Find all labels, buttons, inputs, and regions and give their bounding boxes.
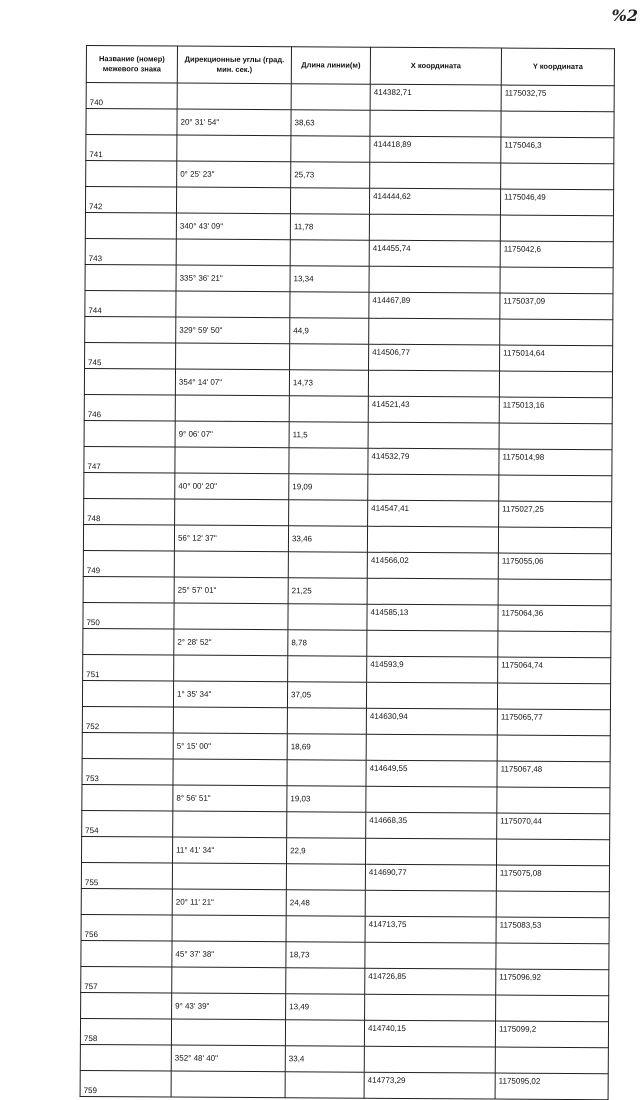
line-length-cell: 19,09 bbox=[289, 474, 368, 500]
x-coordinate-cell: 414547,41 bbox=[368, 500, 499, 527]
table-row bbox=[85, 264, 613, 293]
bearing-cell: 56° 12' 37" bbox=[174, 525, 288, 552]
line-length-cell: 14,73 bbox=[289, 370, 368, 396]
line-length-cell: 13,49 bbox=[286, 994, 365, 1020]
x-coordinate-cell bbox=[369, 266, 500, 293]
table-row bbox=[85, 342, 613, 371]
point-name-cell bbox=[84, 472, 175, 499]
table-row bbox=[86, 109, 614, 138]
line-length-cell bbox=[288, 604, 367, 630]
x-coordinate-cell: 414506,77 bbox=[369, 344, 500, 371]
x-coordinate-cell bbox=[369, 318, 500, 345]
bearing-cell bbox=[172, 915, 286, 942]
x-coordinate-cell: 414630,94 bbox=[366, 708, 497, 735]
y-coordinate-cell: 1175037,09 bbox=[500, 293, 613, 320]
line-length-cell bbox=[285, 1072, 364, 1098]
table-row bbox=[84, 420, 612, 449]
y-coordinate-cell: 1175067,48 bbox=[497, 761, 610, 788]
bearing-cell: 340° 43' 09" bbox=[176, 213, 290, 240]
table-row bbox=[82, 836, 610, 865]
line-length-cell: 18,73 bbox=[286, 942, 365, 968]
table-row bbox=[83, 628, 611, 657]
table-row bbox=[84, 368, 612, 397]
x-coordinate-cell bbox=[367, 526, 498, 553]
x-coordinate-cell bbox=[364, 1046, 495, 1073]
x-coordinate-cell bbox=[370, 162, 501, 189]
point-name-cell bbox=[82, 836, 173, 863]
y-coordinate-cell: 1175027,25 bbox=[499, 501, 612, 528]
y-coordinate-cell: 1175046,3 bbox=[501, 137, 614, 164]
x-coordinate-cell bbox=[368, 370, 499, 397]
table-row bbox=[81, 992, 609, 1021]
line-length-cell: 8,78 bbox=[288, 630, 367, 656]
point-name-cell: 742 bbox=[85, 187, 176, 214]
line-length-cell bbox=[291, 136, 370, 162]
y-coordinate-cell: 1175095,02 bbox=[495, 1073, 608, 1100]
line-length-cell bbox=[291, 84, 370, 110]
point-name-cell bbox=[85, 316, 176, 343]
point-name-cell bbox=[84, 420, 175, 447]
y-coordinate-cell: 1175055,06 bbox=[498, 553, 611, 580]
x-coordinate-cell: 414726,85 bbox=[365, 968, 496, 995]
point-name-cell: 756 bbox=[81, 914, 172, 941]
point-name-cell bbox=[81, 940, 172, 967]
bearing-cell bbox=[176, 187, 290, 214]
table-row bbox=[83, 602, 611, 631]
y-coordinate-cell: 1175083,53 bbox=[496, 917, 609, 944]
bearing-cell bbox=[175, 395, 289, 422]
point-name-cell bbox=[85, 212, 176, 239]
point-name-cell bbox=[85, 264, 176, 291]
x-coordinate-cell bbox=[370, 110, 501, 137]
bearing-cell bbox=[173, 759, 287, 786]
x-coordinate-cell bbox=[366, 682, 497, 709]
point-name-cell: 754 bbox=[82, 810, 173, 837]
y-coordinate-cell bbox=[495, 1047, 608, 1074]
y-coordinate-cell bbox=[497, 787, 610, 814]
point-name-cell: 749 bbox=[83, 550, 174, 577]
x-coordinate-cell bbox=[365, 994, 496, 1021]
line-length-cell: 11,5 bbox=[289, 422, 368, 448]
x-coordinate-cell: 414668,35 bbox=[366, 812, 497, 839]
point-name-cell: 758 bbox=[80, 1018, 171, 1045]
bearing-cell bbox=[177, 83, 291, 110]
bearing-cell bbox=[174, 655, 288, 682]
table-row bbox=[80, 1070, 608, 1099]
x-coordinate-cell bbox=[366, 786, 497, 813]
point-name-cell: 741 bbox=[86, 135, 177, 162]
table-row bbox=[83, 524, 611, 553]
bearing-cell bbox=[172, 863, 286, 890]
line-length-cell: 25,73 bbox=[291, 162, 370, 188]
bearing-cell: 352° 48' 40" bbox=[171, 1045, 285, 1072]
bearing-cell bbox=[176, 343, 290, 370]
x-coordinate-cell: 414585,13 bbox=[367, 604, 498, 631]
table-row bbox=[80, 1044, 608, 1073]
table-row bbox=[85, 316, 613, 345]
y-coordinate-cell bbox=[500, 215, 613, 242]
y-coordinate-cell: 1175032,75 bbox=[501, 85, 614, 112]
x-coordinate-cell: 414382,71 bbox=[370, 84, 501, 111]
line-length-cell: 13,34 bbox=[290, 266, 369, 292]
x-coordinate-cell: 414521,43 bbox=[368, 396, 499, 423]
table-row bbox=[81, 940, 609, 969]
table-row bbox=[85, 238, 613, 267]
line-length-cell: 11,78 bbox=[290, 214, 369, 240]
y-coordinate-cell: 1175065,77 bbox=[497, 709, 610, 736]
line-length-cell bbox=[288, 656, 367, 682]
y-coordinate-cell bbox=[501, 163, 614, 190]
table-row bbox=[83, 654, 611, 683]
x-coordinate-cell: 414455,74 bbox=[369, 240, 500, 267]
bearing-cell bbox=[173, 707, 287, 734]
x-coordinate-cell bbox=[367, 630, 498, 657]
y-coordinate-cell: 1175014,98 bbox=[499, 449, 612, 476]
x-coordinate-cell: 414444,62 bbox=[369, 188, 500, 215]
line-length-cell bbox=[289, 396, 368, 422]
table-row bbox=[81, 914, 609, 943]
line-length-cell bbox=[287, 760, 366, 786]
point-name-cell: 757 bbox=[81, 966, 172, 993]
line-length-cell bbox=[290, 240, 369, 266]
bearing-cell bbox=[175, 499, 289, 526]
y-coordinate-cell bbox=[497, 683, 610, 710]
table-row bbox=[80, 1018, 608, 1047]
bearing-cell: 8° 56' 51" bbox=[173, 785, 287, 812]
point-name-cell: 743 bbox=[85, 238, 176, 265]
header-x-coordinate: X координата bbox=[370, 47, 501, 85]
point-name-cell: 751 bbox=[83, 654, 174, 681]
table-row bbox=[84, 394, 612, 423]
bearing-cell bbox=[177, 135, 291, 162]
point-name-cell: 746 bbox=[84, 394, 175, 421]
table-body bbox=[80, 83, 614, 1100]
line-length-cell: 21,25 bbox=[288, 578, 367, 604]
table-row bbox=[85, 290, 613, 319]
line-length-cell bbox=[286, 916, 365, 942]
y-coordinate-cell bbox=[500, 319, 613, 346]
point-name-cell: 755 bbox=[81, 862, 172, 889]
line-length-cell: 38,63 bbox=[291, 110, 370, 136]
y-coordinate-cell bbox=[498, 579, 611, 606]
bearing-cell: 354° 14' 07" bbox=[175, 369, 289, 396]
y-coordinate-cell bbox=[498, 631, 611, 658]
line-length-cell bbox=[287, 708, 366, 734]
point-name-cell: 740 bbox=[86, 83, 177, 110]
point-name-cell bbox=[83, 576, 174, 603]
x-coordinate-cell bbox=[366, 734, 497, 761]
point-name-cell bbox=[81, 888, 172, 915]
x-coordinate-cell bbox=[366, 838, 497, 865]
line-length-cell: 44,9 bbox=[290, 318, 369, 344]
line-length-cell: 22,9 bbox=[287, 838, 366, 864]
table-row bbox=[82, 810, 610, 839]
y-coordinate-cell bbox=[499, 475, 612, 502]
header-y-coordinate: Y координата bbox=[501, 48, 614, 86]
y-coordinate-cell: 1175070,44 bbox=[497, 813, 610, 840]
bearing-cell bbox=[175, 447, 289, 474]
line-length-cell bbox=[285, 1020, 364, 1046]
y-coordinate-cell: 1175064,74 bbox=[498, 657, 611, 684]
boundary-coordinates-table bbox=[80, 45, 615, 1100]
point-name-cell bbox=[82, 680, 173, 707]
point-name-cell bbox=[83, 524, 174, 551]
line-length-cell bbox=[286, 864, 365, 890]
table-row bbox=[82, 732, 610, 761]
bearing-cell: 11° 41' 34" bbox=[173, 837, 287, 864]
y-coordinate-cell: 1175096,92 bbox=[496, 969, 609, 996]
x-coordinate-cell: 414532,79 bbox=[368, 448, 499, 475]
table-row bbox=[85, 212, 613, 241]
y-coordinate-cell: 1175013,16 bbox=[499, 397, 612, 424]
x-coordinate-cell bbox=[368, 422, 499, 449]
point-name-cell bbox=[82, 732, 173, 759]
line-length-cell bbox=[290, 344, 369, 370]
bearing-cell: 20° 31' 54" bbox=[177, 109, 291, 136]
y-coordinate-cell: 1175042,6 bbox=[500, 241, 613, 268]
bearing-cell bbox=[174, 551, 288, 578]
bearing-cell: 2° 28' 52" bbox=[174, 629, 288, 656]
line-length-cell bbox=[286, 968, 365, 994]
table-row bbox=[86, 135, 614, 164]
point-name-cell bbox=[86, 161, 177, 188]
x-coordinate-cell bbox=[367, 578, 498, 605]
bearing-cell bbox=[172, 967, 286, 994]
table-row bbox=[81, 888, 609, 917]
header-point-name: Название (номер) межевого знака bbox=[86, 46, 177, 84]
line-length-cell bbox=[289, 448, 368, 474]
point-name-cell bbox=[83, 628, 174, 655]
bearing-cell bbox=[176, 239, 290, 266]
x-coordinate-cell: 414713,75 bbox=[365, 916, 496, 943]
bearing-cell: 0° 25' 23" bbox=[177, 161, 291, 188]
table-row bbox=[85, 187, 613, 216]
y-coordinate-cell bbox=[497, 735, 610, 762]
x-coordinate-cell bbox=[365, 942, 496, 969]
table-row bbox=[83, 576, 611, 605]
x-coordinate-cell: 414740,15 bbox=[364, 1020, 495, 1047]
point-name-cell: 747 bbox=[84, 446, 175, 473]
y-coordinate-cell bbox=[496, 839, 609, 866]
bearing-cell: 45° 37' 38" bbox=[172, 941, 286, 968]
y-coordinate-cell bbox=[498, 527, 611, 554]
x-coordinate-cell: 414593,9 bbox=[367, 656, 498, 683]
bearing-cell: 1° 35' 34" bbox=[173, 681, 287, 708]
point-name-cell bbox=[86, 109, 177, 136]
point-name-cell: 752 bbox=[82, 706, 173, 733]
table-row bbox=[81, 862, 609, 891]
table-row bbox=[82, 680, 610, 709]
table-row bbox=[86, 83, 614, 112]
y-coordinate-cell bbox=[499, 371, 612, 398]
y-coordinate-cell: 1175046,49 bbox=[500, 189, 613, 216]
bearing-cell bbox=[171, 1019, 285, 1046]
bearing-cell bbox=[174, 603, 288, 630]
x-coordinate-cell bbox=[368, 474, 499, 501]
point-name-cell bbox=[81, 992, 172, 1019]
table-row bbox=[83, 550, 611, 579]
table-row bbox=[84, 446, 612, 475]
table-row bbox=[81, 966, 609, 995]
line-length-cell: 19,03 bbox=[287, 786, 366, 812]
bearing-cell bbox=[173, 811, 287, 838]
line-length-cell bbox=[290, 292, 369, 318]
bearing-cell: 335° 36' 21" bbox=[176, 265, 290, 292]
line-length-cell: 33,46 bbox=[288, 526, 367, 552]
table-row bbox=[82, 706, 610, 735]
point-name-cell: 759 bbox=[80, 1070, 171, 1097]
y-coordinate-cell: 1175075,08 bbox=[496, 865, 609, 892]
table-row bbox=[82, 784, 610, 813]
table-row bbox=[82, 758, 610, 787]
point-name-cell bbox=[84, 368, 175, 395]
table-row bbox=[84, 472, 612, 501]
y-coordinate-cell bbox=[501, 111, 614, 138]
bearing-cell bbox=[176, 291, 290, 318]
x-coordinate-cell: 414690,77 bbox=[365, 864, 496, 891]
bearing-cell: 5° 15' 00" bbox=[173, 733, 287, 760]
x-coordinate-cell: 414649,55 bbox=[366, 760, 497, 787]
y-coordinate-cell: 1175064,36 bbox=[498, 605, 611, 632]
line-length-cell: 33,4 bbox=[285, 1046, 364, 1072]
x-coordinate-cell: 414566,02 bbox=[367, 552, 498, 579]
point-name-cell: 753 bbox=[82, 758, 173, 785]
line-length-cell bbox=[289, 500, 368, 526]
x-coordinate-cell: 414773,29 bbox=[364, 1072, 495, 1099]
y-coordinate-cell bbox=[496, 891, 609, 918]
x-coordinate-cell: 414418,89 bbox=[370, 136, 501, 163]
line-length-cell bbox=[288, 552, 367, 578]
header-line-length: Длина линии(м) bbox=[291, 47, 370, 84]
line-length-cell bbox=[287, 812, 366, 838]
bearing-cell: 20° 11' 21" bbox=[172, 889, 286, 916]
header-bearing: Дирекционные углы (град. мин. сек.) bbox=[177, 46, 291, 84]
point-name-cell bbox=[80, 1044, 171, 1071]
point-name-cell: 748 bbox=[84, 498, 175, 525]
y-coordinate-cell bbox=[499, 423, 612, 450]
page-number-mark: %2 bbox=[611, 6, 638, 25]
x-coordinate-cell bbox=[365, 890, 496, 917]
bearing-cell bbox=[171, 1071, 285, 1098]
bearing-cell: 40° 00' 20" bbox=[175, 473, 289, 500]
line-length-cell bbox=[290, 188, 369, 214]
bearing-cell: 9° 06' 07" bbox=[175, 421, 289, 448]
point-name-cell: 745 bbox=[85, 342, 176, 369]
y-coordinate-cell bbox=[500, 267, 613, 294]
table-row bbox=[84, 498, 612, 527]
bearing-cell: 9° 43' 39" bbox=[172, 993, 286, 1020]
point-name-cell bbox=[82, 784, 173, 811]
y-coordinate-cell bbox=[496, 995, 609, 1022]
line-length-cell: 24,48 bbox=[286, 890, 365, 916]
y-coordinate-cell: 1175099,2 bbox=[495, 1021, 608, 1048]
y-coordinate-cell: 1175014,64 bbox=[500, 345, 613, 372]
x-coordinate-cell: 414467,89 bbox=[369, 292, 500, 319]
table-header-row bbox=[86, 46, 614, 86]
line-length-cell: 18,69 bbox=[287, 734, 366, 760]
point-name-cell: 750 bbox=[83, 602, 174, 629]
point-name-cell: 744 bbox=[85, 290, 176, 317]
line-length-cell: 37,05 bbox=[287, 682, 366, 708]
bearing-cell: 25° 57' 01" bbox=[174, 577, 288, 604]
x-coordinate-cell bbox=[369, 214, 500, 241]
bearing-cell: 329° 59' 50" bbox=[176, 317, 290, 344]
table-row bbox=[86, 161, 614, 190]
y-coordinate-cell bbox=[496, 943, 609, 970]
